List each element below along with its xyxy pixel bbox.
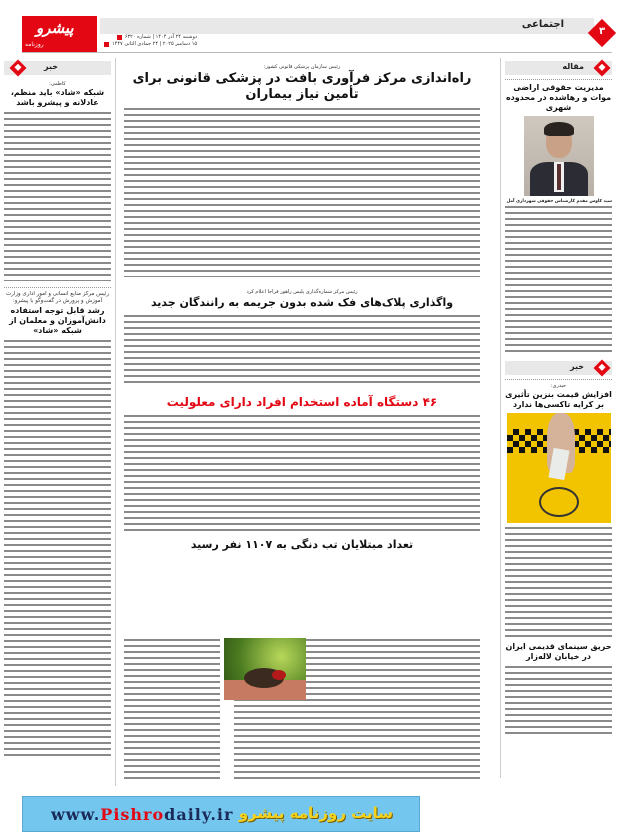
- section-diamond-icon: [594, 360, 611, 377]
- page-header: [0, 0, 620, 56]
- shad-news-title[interactable]: شبکه «شاد» باید منظم، عادلانه و پیشرو باشد: [10, 88, 105, 107]
- news-kicker: حیدری:: [550, 383, 567, 390]
- disability-body: [124, 414, 480, 532]
- left-news-box-header: [4, 61, 111, 75]
- website-label: سایت روزنامه پیشرو: [238, 804, 393, 822]
- article-box-label: مقاله: [562, 62, 584, 71]
- website-url[interactable]: [51, 805, 233, 824]
- date-persian: دوشنبه ۲۴ آذر ۱۴۰۴ | شماره ۶۳۲۰: [124, 34, 198, 40]
- newspaper-logo[interactable]: [22, 16, 97, 52]
- url-highlight: Pishro: [100, 805, 165, 824]
- url-prefix: www.: [51, 805, 101, 824]
- author-portrait: [524, 116, 594, 196]
- website-banner[interactable]: [22, 796, 420, 832]
- lead-kicker: رئیس سازمان پزشکی قانونی کشور:: [263, 64, 341, 70]
- section-diamond-icon: [10, 60, 27, 77]
- page-number: ۳: [598, 26, 606, 37]
- taxi-photo: [507, 413, 611, 523]
- fire-news-title[interactable]: حریق سینمای قدیمی ایران در خیابان لاله‌زار: [505, 642, 612, 662]
- interview-body: [4, 339, 111, 759]
- bullet-square-icon: [104, 42, 109, 47]
- opinion-body: [505, 205, 612, 355]
- lead-body: [124, 107, 480, 277]
- dengue-body-continued: [124, 638, 220, 783]
- section-diamond-icon: [594, 60, 611, 77]
- center-column: [124, 58, 480, 786]
- interview-kicker: رئیس مرکز منابع انسانی و امور اداری وزارت آموزش و پرورش در گفت‌وگو با پیشرو:: [6, 291, 109, 304]
- left-column: [4, 58, 116, 786]
- right-column: [500, 58, 612, 778]
- news-box-label: خبر: [569, 362, 584, 372]
- section-bar: [100, 18, 594, 34]
- shad-news-body: [4, 111, 111, 281]
- bullet-square-icon: [117, 35, 122, 40]
- taxi-news-body: [505, 526, 612, 638]
- disability-headline[interactable]: ۴۶ دستگاه آماده استخدام افراد دارای معلولیت: [166, 395, 438, 409]
- issue-dates: [104, 34, 197, 48]
- section-title: اجتماعی: [521, 19, 564, 30]
- article-box-header: [505, 61, 612, 75]
- taxi-news-title[interactable]: افزایش قیمت بنزین تأثیری بر کرایه تاکسی‌ها ندارد: [505, 390, 612, 410]
- interview-title[interactable]: رشد قابل توجه استفاده دانش‌آموزان و معلمان از شبکه «شاد»: [9, 306, 106, 335]
- opinion-title[interactable]: مدیریت حقوقی اراضی موات و رهاشده در محدوده شهری: [505, 83, 612, 112]
- logo-subtitle: روزنامه: [25, 41, 44, 48]
- fire-news-body: [505, 665, 612, 737]
- date-gregorian-hijri: ۱۵ دسامبر ۲۰۲۵ | ۲۴ جمادی الثانی ۱۴۴۷: [112, 41, 198, 47]
- divider: [505, 79, 612, 80]
- news-box-header: [505, 361, 612, 375]
- divider: [505, 379, 612, 380]
- lead-headline[interactable]: راه‌اندازی مرکز فرآوری بافت در پزشکی قانونی برای تأمین نیاز بیماران: [132, 71, 472, 102]
- url-suffix: daily.ir: [164, 805, 234, 824]
- divider: [4, 287, 111, 288]
- author-caption: سید کاوس مقدم کارشناس حقوقی شهرداری آمل: [506, 199, 612, 204]
- left-news-box-label: خبر: [44, 62, 59, 71]
- dengue-headline[interactable]: تعداد مبتلایان تب دنگی به ۱۱۰۷ نفر رسید: [190, 538, 414, 551]
- plate-kicker: رئیس مرکز شماره‌گذاری پلیس راهور فراجا اعلام کرد: [246, 289, 358, 295]
- mosquito-photo: [224, 638, 306, 700]
- plate-body: [124, 314, 480, 386]
- header-divider: [22, 52, 612, 53]
- left-news-kicker: کاظمی:: [49, 81, 66, 87]
- logo-title: پیشرو: [36, 19, 74, 37]
- plate-headline[interactable]: واگذاری پلاک‌های فک شده بدون جریمه به رانندگان جدید: [150, 296, 454, 309]
